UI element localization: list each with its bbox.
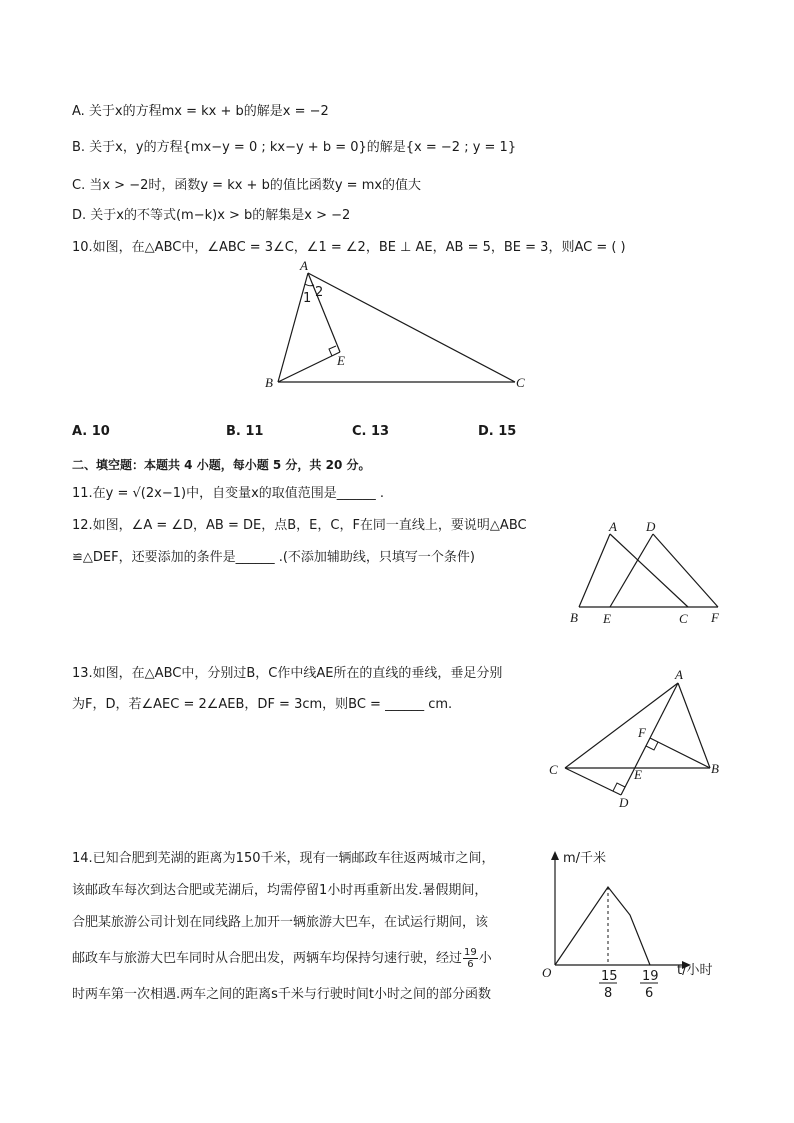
q10-text: 10.如图，在△ABC中，∠ABC = 3∠C，∠1 = ∠2，BE ⊥ AE，AB = 5，BE = 3，则AC = ( )	[72, 240, 626, 255]
tick-1-num: 15	[601, 969, 618, 984]
label-d: D	[646, 519, 656, 534]
tick-2-num: 19	[642, 969, 659, 984]
label-angle-2: 2	[315, 285, 324, 300]
distance-line	[555, 887, 650, 965]
q10-choice-c: C. 13	[352, 424, 390, 439]
label-f: F	[711, 610, 719, 625]
q12-line1: 12.如图，∠A = ∠D，AB = DE，点B，E，C，F在同一直线上，要说明△ABC	[72, 518, 527, 533]
q10-choice-d: D. 15	[478, 424, 517, 439]
q10-triangle-figure	[260, 258, 540, 398]
q10-choice-a: A. 10	[72, 424, 110, 439]
q14-line1: 14.已知合肥到芜湖的距离为150千米，现有一辆邮政车往返两城市之间，	[72, 851, 495, 866]
origin-label: O	[542, 965, 552, 980]
q13-line2: 为F，D，若∠AEC = 2∠AEB，DF = 3cm，则BC = ______ cm.	[72, 697, 453, 712]
section-heading: 二、填空题：本题共 4 小题，每小题 5 分，共 20 分。	[72, 458, 371, 472]
label-f: F	[638, 725, 646, 740]
q9-option-d: D. 关于x的不等式(m−k)x > b的解集是x > −2	[72, 208, 351, 223]
q14-distance-time-graph	[535, 845, 730, 1005]
label-e: E	[603, 611, 611, 626]
label-e: E	[634, 767, 642, 782]
label-a: A	[300, 258, 308, 273]
q14-line2: 该邮政车每次到达合肥或芜湖后，均需停留1小时再重新出发.暑假期间，	[72, 883, 488, 898]
q14-line3: 合肥某旅游公司计划在同线路上加开一辆旅游大巴车，在试运行期间，该	[72, 915, 489, 930]
label-c: C	[516, 375, 525, 390]
x-axis-label: t/小时	[677, 963, 713, 978]
tick-1-den: 8	[604, 986, 613, 1001]
q14-line4: 邮政车与旅游大巴车同时从合肥出发，两辆车均保持匀速行驶，经过 $\frac{19}{6}$ 小	[72, 947, 492, 970]
segment-ae	[308, 273, 340, 352]
label-angle-1: 1	[303, 291, 312, 306]
q9-option-c: C. 当x > −2时，函数y = kx + b的值比函数y = mx的值大	[72, 178, 422, 193]
q12-line2: ≌△DEF，还要添加的条件是______ .(不添加辅助线，只填写一个条件)	[72, 550, 476, 565]
q10-choice-b: B. 11	[226, 424, 264, 439]
q9-option-b: B. 关于x，y的方程{mx−y = 0 ; kx−y + b = 0}的解是{x = −2 ; y = 1}	[72, 140, 517, 155]
q9-option-a: A. 关于x的方程mx = kx + b的解是x = −2	[72, 104, 329, 119]
q12-triangles-figure	[565, 515, 730, 630]
side-ab	[278, 273, 308, 382]
tick-2-den: 6	[645, 986, 654, 1001]
label-b: B	[570, 610, 578, 625]
label-c: C	[679, 611, 688, 626]
q11-text: 11.在y = √(2x−1)中，自变量x的取值范围是______ .	[72, 486, 385, 501]
label-c: C	[549, 762, 558, 777]
y-axis-arrow	[551, 851, 559, 860]
label-d: D	[619, 795, 629, 810]
label-b: B	[265, 375, 273, 390]
label-e: E	[337, 353, 345, 368]
label-b: B	[711, 761, 719, 776]
q13-triangle-figure	[545, 665, 730, 815]
label-a: A	[675, 667, 683, 682]
label-a: A	[609, 519, 617, 534]
q14-line5: 时两车第一次相遇.两车之间的距离s千米与行驶时间t小时之间的部分函数	[72, 987, 492, 1002]
q13-line1: 13.如图，在△ABC中，分别过B，C作中线AE所在的直线的垂线，垂足分别	[72, 666, 503, 681]
fraction: $\frac{19}{6}$	[464, 947, 477, 970]
segment-be	[278, 352, 340, 382]
y-axis-label: m/千米	[563, 851, 607, 866]
